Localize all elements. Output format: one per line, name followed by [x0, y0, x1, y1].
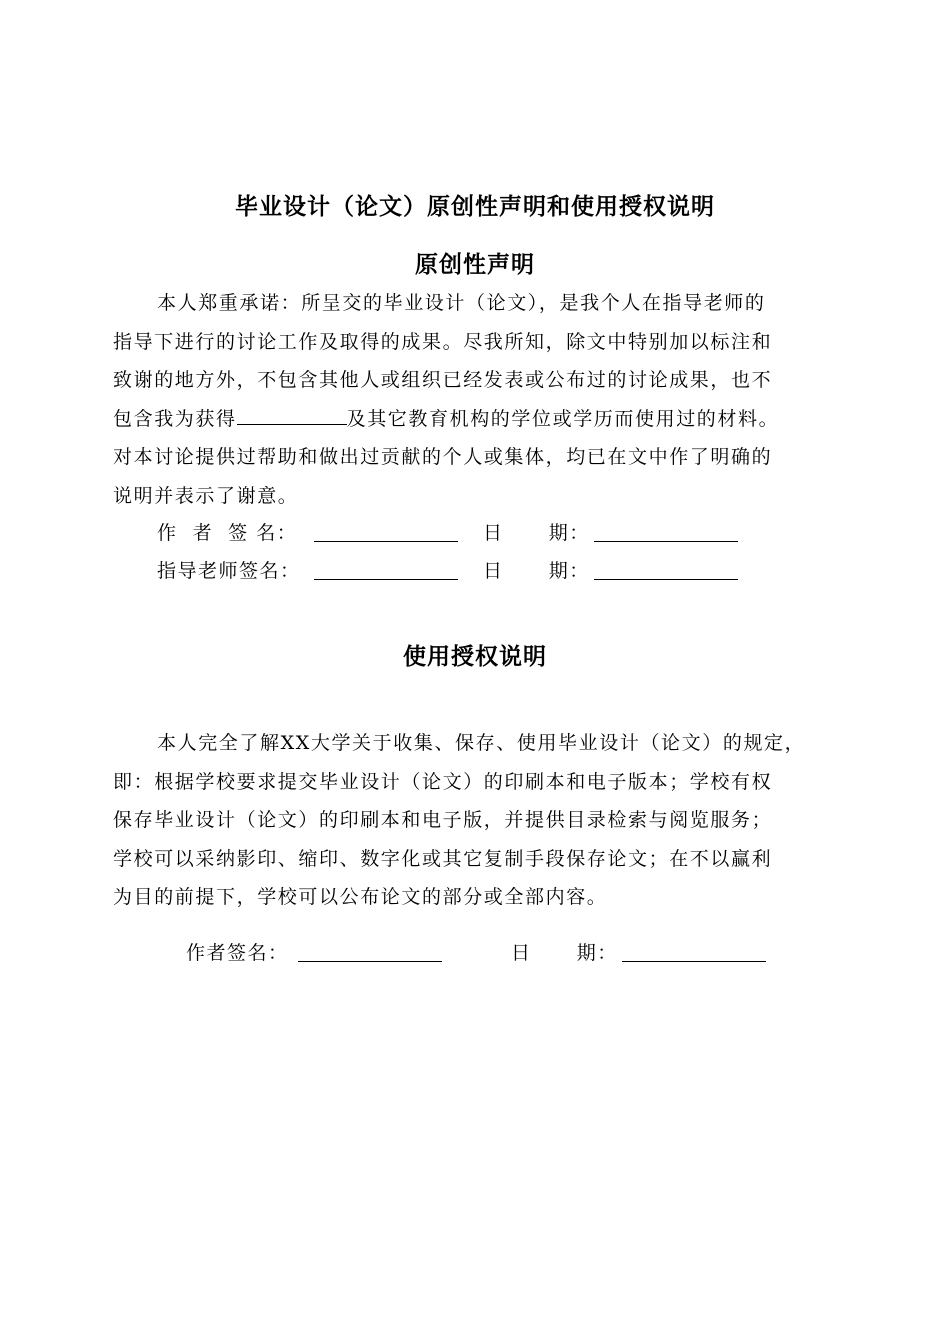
advisor-date-line [594, 579, 738, 580]
authorization-line-5: 为目的前提下，学校可以公布论文的部分或全部内容。 [113, 886, 608, 908]
author-signature-row [0, 518, 950, 548]
authorization-signature-row [0, 938, 950, 968]
advisor-date-label: 日 期： [483, 560, 590, 582]
advisor-signature-row [0, 556, 950, 586]
originality-line-2: 指导下进行的讨论工作及取得的成果。尽我所知，除文中特别加以标注和 [113, 330, 773, 353]
auth-date-line [622, 961, 766, 962]
authorization-line-3: 保存毕业设计（论文）的印刷本和电子版，并提供目录检索与阅览服务； [113, 809, 773, 831]
authorization-line-4: 学校可以采纳影印、缩印、数字化或其它复制手段保存论文；在不以赢利 [113, 847, 773, 870]
originality-paragraph [113, 284, 843, 515]
line4-suffix: 及其它教育机构的学位或学历而使用过的材料。 [346, 407, 780, 430]
auth-author-sign-label: 作者签名： [186, 942, 289, 964]
advisor-sign-label: 指导老师签名： [157, 560, 301, 582]
originality-line-3: 致谢的地方外，不包含其他人或组织已经发表或公布过的讨论成果，也不 [113, 369, 773, 391]
originality-line-4 [113, 400, 843, 439]
auth-author-sign-line [298, 961, 442, 962]
author-sign-label: 作 者 签 名： [157, 522, 298, 544]
authorization-paragraph [113, 724, 843, 917]
line4-prefix: 包含我为获得 [113, 407, 237, 430]
auth-date-label: 日 期： [511, 942, 618, 964]
originality-line-1: 本人郑重承诺：所呈交的毕业设计（论文），是我个人在指导老师的 [157, 292, 766, 314]
originality-line-6: 说明并表示了谢意。 [113, 484, 299, 507]
author-sign-line [314, 541, 458, 542]
author-date-label: 日 期： [483, 522, 590, 544]
main-title: 毕业设计（论文）原创性声明和使用授权说明 [235, 194, 715, 220]
originality-heading: 原创性声明 [415, 252, 535, 278]
advisor-sign-line [314, 579, 458, 580]
authorization-line-2: 即：根据学校要求提交毕业设计（论文）的印刷本和电子版本；学校有权 [113, 770, 773, 793]
originality-line-5: 对本讨论提供过帮助和做出过贡献的个人或集体，均已在文中作了明确的 [113, 446, 773, 468]
author-date-line [594, 541, 738, 542]
degree-blank [237, 406, 347, 425]
authorization-heading: 使用授权说明 [403, 644, 547, 670]
authorization-line-1: 本人完全了解XX大学关于收集、保存、使用毕业设计（论文）的规定， [157, 732, 806, 754]
